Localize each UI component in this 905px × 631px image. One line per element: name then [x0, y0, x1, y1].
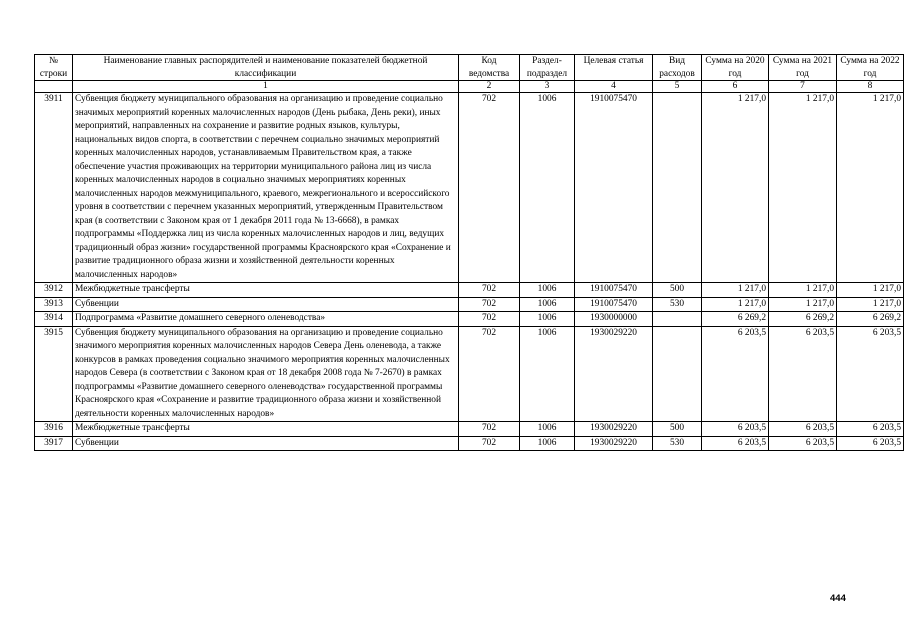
row-sum-2020: 1 217,0 — [702, 297, 769, 312]
column-number: 6 — [702, 81, 769, 93]
row-sum-2022: 6 203,5 — [837, 326, 904, 422]
row-sum-2021: 6 269,2 — [769, 312, 837, 327]
row-name: Межбюджетные трансферты — [73, 422, 459, 437]
row-number: 3917 — [35, 436, 73, 451]
row-section: 1006 — [520, 283, 575, 298]
header-row-number: № строки — [35, 55, 73, 81]
row-sum-2021: 6 203,5 — [769, 422, 837, 437]
column-number: 8 — [837, 81, 904, 93]
row-target-item: 1930000000 — [575, 312, 653, 327]
row-number: 3913 — [35, 297, 73, 312]
row-sum-2020: 6 203,5 — [702, 422, 769, 437]
row-sum-2022: 1 217,0 — [837, 93, 904, 283]
column-number-row — [35, 81, 904, 93]
row-sum-2022: 1 217,0 — [837, 283, 904, 298]
column-number: 2 — [459, 81, 520, 93]
header-row — [35, 55, 904, 81]
header-expense-type: Вид расходов — [653, 55, 702, 81]
column-number-blank — [35, 81, 73, 93]
row-target-item: 1910075470 — [575, 297, 653, 312]
row-department-code: 702 — [459, 436, 520, 451]
row-sum-2020: 6 203,5 — [702, 326, 769, 422]
row-name: Подпрограмма «Развитие домашнего северного оленеводства» — [73, 312, 459, 327]
column-number: 7 — [769, 81, 837, 93]
row-name: Субвенции — [73, 436, 459, 451]
row-number: 3916 — [35, 422, 73, 437]
row-expense-type: 530 — [653, 297, 702, 312]
row-sum-2022: 6 269,2 — [837, 312, 904, 327]
table-row — [35, 283, 904, 298]
budget-table — [34, 54, 904, 451]
row-section: 1006 — [520, 326, 575, 422]
row-target-item: 1910075470 — [575, 283, 653, 298]
row-sum-2021: 1 217,0 — [769, 93, 837, 283]
row-sum-2021: 6 203,5 — [769, 436, 837, 451]
header-sum-2021: Сумма на 2021 год — [769, 55, 837, 81]
header-sum-2022: Сумма на 2022 год — [837, 55, 904, 81]
header-department-code: Код ведомства — [459, 55, 520, 81]
row-expense-type: 500 — [653, 283, 702, 298]
row-section: 1006 — [520, 436, 575, 451]
row-expense-type — [653, 93, 702, 283]
page-number: 444 — [830, 593, 846, 604]
table-row — [35, 326, 904, 422]
table-row — [35, 312, 904, 327]
row-sum-2022: 1 217,0 — [837, 297, 904, 312]
row-target-item: 1930029220 — [575, 326, 653, 422]
row-number: 3911 — [35, 93, 73, 283]
row-expense-type: 530 — [653, 436, 702, 451]
table-row — [35, 93, 904, 283]
row-name: Субвенции — [73, 297, 459, 312]
row-department-code: 702 — [459, 326, 520, 422]
row-sum-2020: 6 203,5 — [702, 436, 769, 451]
header-target-item: Целевая статья — [575, 55, 653, 81]
row-sum-2021: 1 217,0 — [769, 283, 837, 298]
header-section: Раздел-подраздел — [520, 55, 575, 81]
row-number: 3914 — [35, 312, 73, 327]
row-target-item: 1930029220 — [575, 422, 653, 437]
table-row — [35, 436, 904, 451]
row-target-item: 1930029220 — [575, 436, 653, 451]
row-department-code: 702 — [459, 297, 520, 312]
row-department-code: 702 — [459, 93, 520, 283]
row-sum-2020: 6 269,2 — [702, 312, 769, 327]
row-name: Субвенция бюджету муниципального образования на организацию и проведение социально значимого мероприятия коренных малочисленных народов Севера День оленевода, а также конкурсов в рамках проведения социально значимого мероприятия коренных малочисленных народов Севера (в соответствии с Законом края от 18 декабря 2008 года № 7-2670) в рамках подпрограммы «Развитие домашнего северного оленеводства» государственной программы Красноярского края «Сохранение и развитие традиционного образа жизни и хозяйственной деятельности коренных малочисленных народов» — [73, 326, 459, 422]
row-sum-2020: 1 217,0 — [702, 93, 769, 283]
row-expense-type — [653, 326, 702, 422]
row-section: 1006 — [520, 312, 575, 327]
row-sum-2020: 1 217,0 — [702, 283, 769, 298]
table-row — [35, 422, 904, 437]
row-name: Межбюджетные трансферты — [73, 283, 459, 298]
row-expense-type: 500 — [653, 422, 702, 437]
column-number: 3 — [520, 81, 575, 93]
row-section: 1006 — [520, 422, 575, 437]
column-number: 5 — [653, 81, 702, 93]
column-number: 1 — [73, 81, 459, 93]
row-sum-2021: 1 217,0 — [769, 297, 837, 312]
row-department-code: 702 — [459, 283, 520, 298]
row-target-item: 1910075470 — [575, 93, 653, 283]
header-sum-2020: Сумма на 2020 год — [702, 55, 769, 81]
row-sum-2022: 6 203,5 — [837, 436, 904, 451]
row-sum-2021: 6 203,5 — [769, 326, 837, 422]
row-name: Субвенция бюджету муниципального образования на организацию и проведение социально значимых мероприятий коренных малочисленных народов (День рыбака, День реки), иных мероприятий, направленных на сохранение и развитие родных языков, культуры, национальных видов спорта, в соответствии с перечнем социально значимых мероприятий коренных малочисленных народов, устанавливаемым Правительством края, а также обеспечение участия проживающих на территории муниципального района лиц из числа коренных малочисленных народов в социально значимых мероприятиях коренных малочисленных народов межмуниципального, краевого, межрегионального и всероссийского уровня в соответствии с перечнем указанных мероприятий, утвержденным Правительством края (в соответствии с Законом края от 1 декабря 2011 года № 13-6668), в рамках подпрограммы «Поддержка лиц из числа коренных малочисленных народов и лиц, ведущих традиционный образ жизни» государственной программы Красноярского края «Сохранение и развитие традиционного образа жизни и хозяйственной деятельности коренных малочисленных народов» — [73, 93, 459, 283]
row-section: 1006 — [520, 297, 575, 312]
row-department-code: 702 — [459, 422, 520, 437]
header-name: Наименование главных распорядителей и наименование показателей бюджетной классификации — [73, 55, 459, 81]
row-number: 3912 — [35, 283, 73, 298]
table-row — [35, 297, 904, 312]
row-number: 3915 — [35, 326, 73, 422]
column-number: 4 — [575, 81, 653, 93]
row-department-code: 702 — [459, 312, 520, 327]
row-expense-type — [653, 312, 702, 327]
row-sum-2022: 6 203,5 — [837, 422, 904, 437]
row-section: 1006 — [520, 93, 575, 283]
